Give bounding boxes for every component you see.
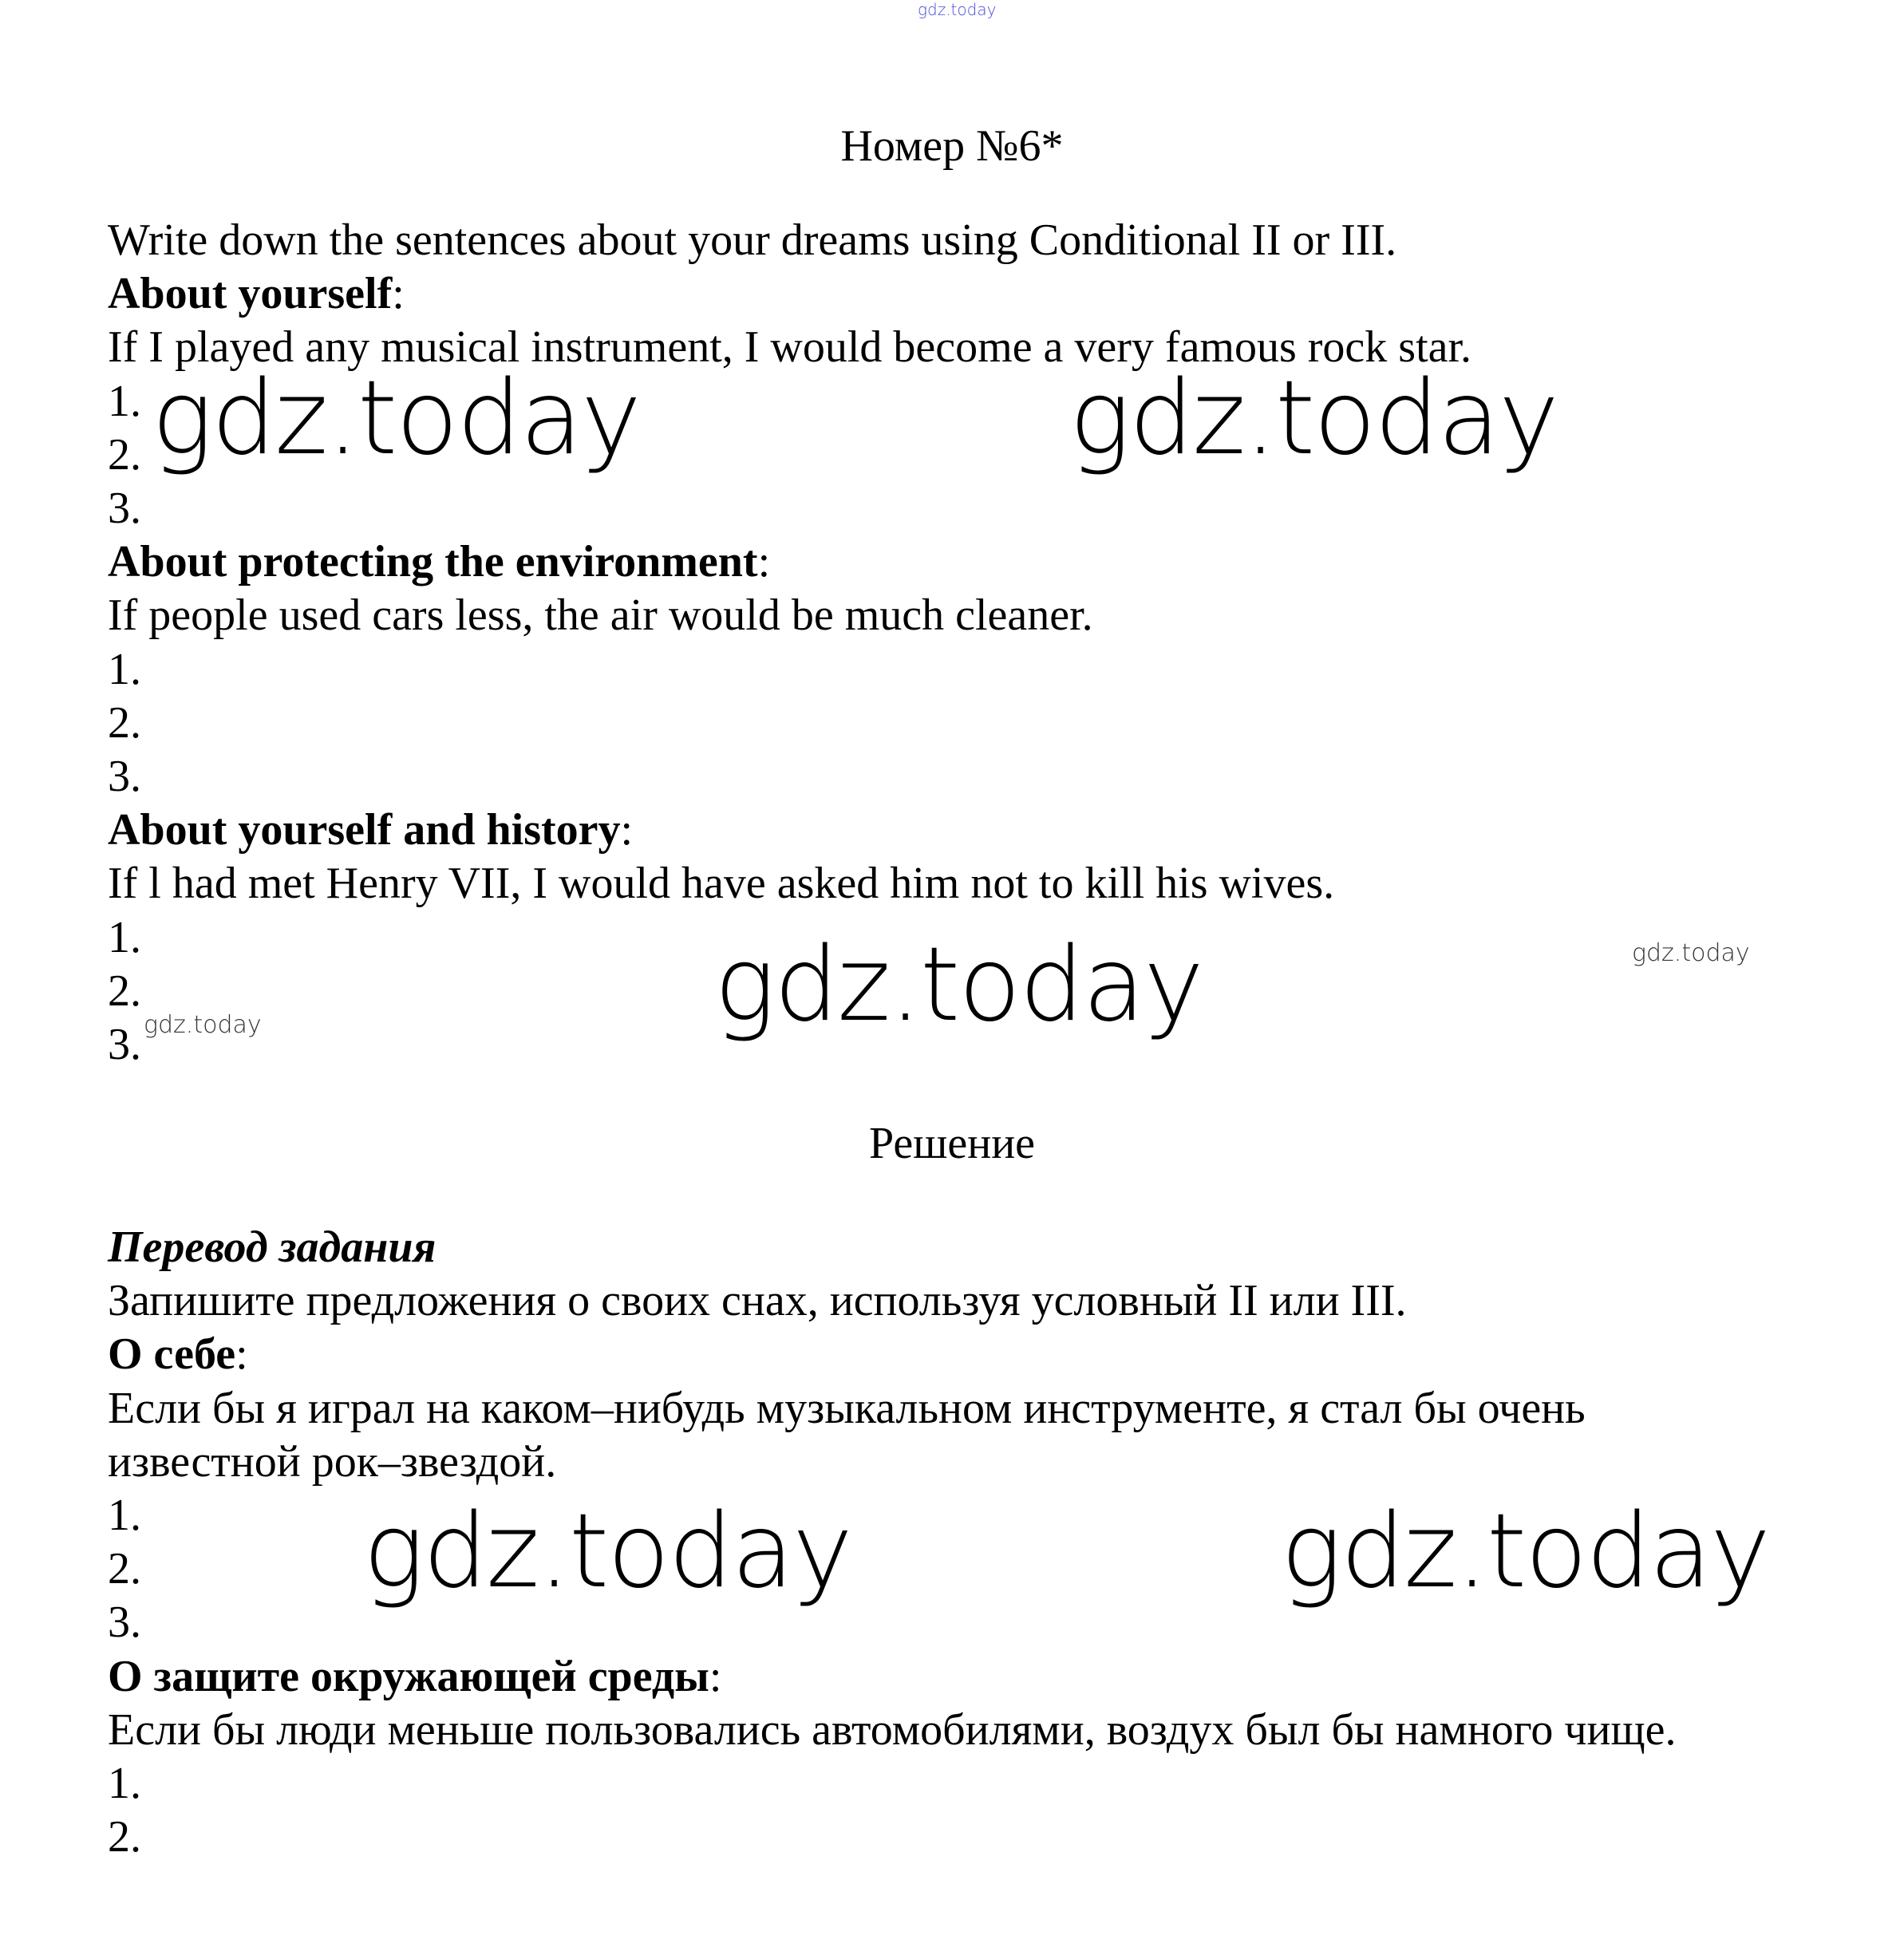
section-heading-environment-ru — [108, 1650, 721, 1704]
example-sentence-line1: Если бы я играл на каком–нибудь музыкальном инструменте, я стал бы очень — [108, 1384, 1586, 1433]
list-item-number: 1. — [108, 1759, 141, 1808]
watermark: gdz.today — [1281, 1492, 1769, 1611]
list-item-number: 2. — [108, 698, 141, 748]
list-item-number: 2. — [108, 966, 141, 1016]
watermark: gdz.today — [363, 1492, 851, 1611]
section-heading-o-sebe — [108, 1328, 248, 1381]
list-item-number: 3. — [108, 1598, 141, 1647]
watermark: gdz.today — [152, 359, 640, 478]
task-title: Номер №6* — [840, 121, 1064, 171]
example-sentence: Если бы люди меньше пользовались автомобилями, воздух был бы намного чище. — [108, 1705, 1677, 1755]
example-sentence: If people used cars less, the air would be much cleaner. — [108, 590, 1093, 640]
watermark: gdz.today — [1069, 359, 1558, 478]
list-item-number: 3. — [108, 752, 141, 801]
list-item-number: 2. — [108, 1544, 141, 1594]
heading-text: About protecting the environment — [108, 537, 758, 586]
translation-heading: Перевод задания — [108, 1222, 436, 1272]
section-heading-environment — [108, 535, 770, 589]
list-item-number: 2. — [108, 430, 141, 480]
watermark-small: gdz.today — [144, 1011, 262, 1039]
watermark-top: gdz.today — [918, 0, 997, 19]
heading-colon: : — [392, 269, 405, 318]
example-sentence: If l had met Henry VII, I would have asked him not to kill his wives. — [108, 859, 1335, 908]
solution-title: Решение — [868, 1119, 1036, 1168]
list-item-number: 1. — [108, 645, 141, 694]
section-heading-history — [108, 804, 633, 857]
heading-text: About yourself and history — [108, 805, 621, 855]
example-sentence-line2: известной рок–звездой. — [108, 1437, 557, 1487]
watermark: gdz.today — [714, 926, 1203, 1045]
heading-text: About yourself — [108, 269, 393, 318]
list-item-number: 3. — [108, 484, 141, 533]
heading-text: О себе — [108, 1329, 236, 1379]
heading-colon: : — [620, 805, 634, 855]
list-item-number: 2. — [108, 1812, 141, 1862]
list-item-number: 1. — [108, 913, 141, 962]
heading-colon: : — [709, 1652, 722, 1701]
translation-instruction: Запишите предложения о своих снах, используя условный II или III. — [108, 1276, 1407, 1325]
watermark-small: gdz.today — [1632, 939, 1750, 967]
list-item-number: 3. — [108, 1020, 141, 1069]
example-sentence: If I played any musical instrument, I would become a very famous rock star. — [108, 322, 1472, 372]
section-heading-about-yourself — [108, 267, 405, 321]
list-item-number: 1. — [108, 377, 141, 426]
heading-colon: : — [757, 537, 771, 586]
heading-text: О защите окружающей среды — [108, 1652, 709, 1701]
heading-colon: : — [235, 1329, 248, 1379]
list-item-number: 1. — [108, 1491, 141, 1540]
task-instruction: Write down the sentences about your dreams using Conditional II or III. — [108, 215, 1397, 265]
